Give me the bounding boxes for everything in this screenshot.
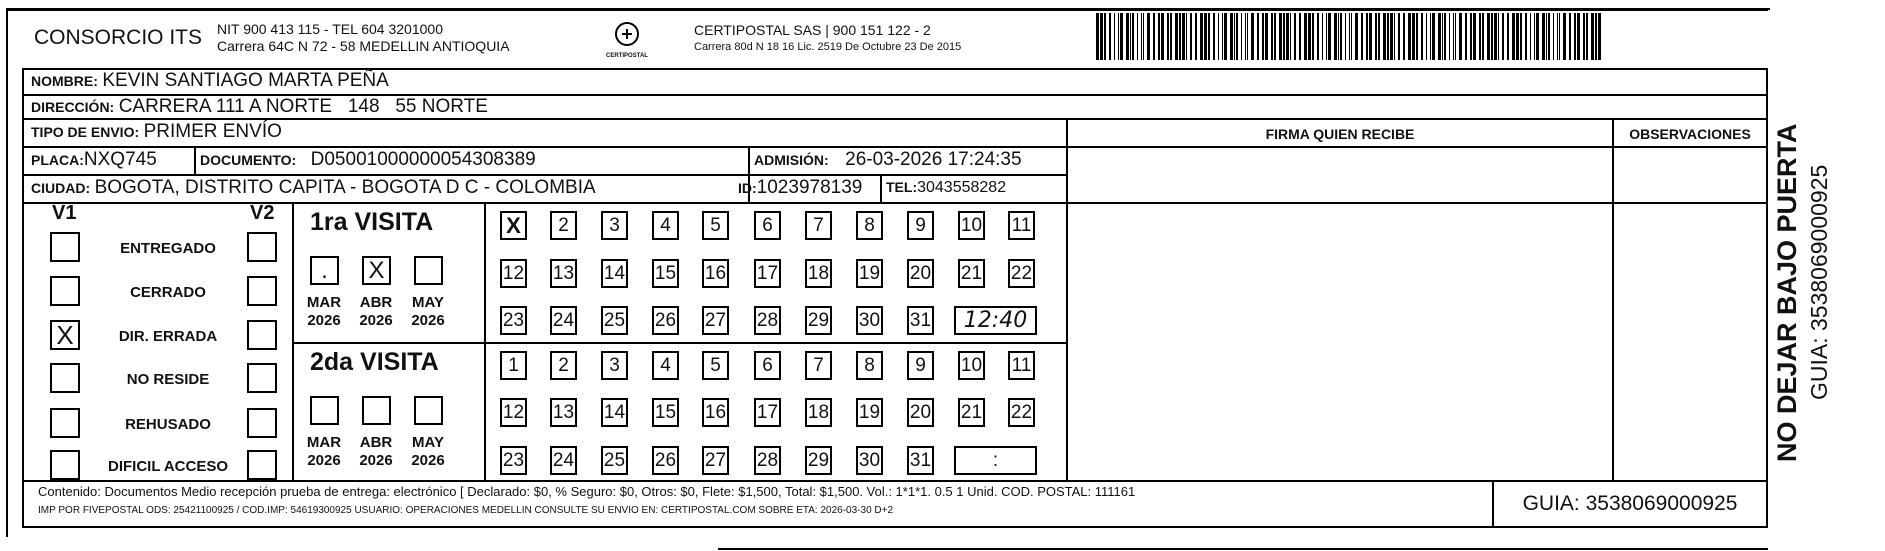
day-checkbox[interactable]: 14 <box>601 259 628 288</box>
status-option-label: NO RESIDE <box>126 371 210 388</box>
day-checkbox[interactable]: 17 <box>754 398 781 427</box>
month-checkbox[interactable] <box>310 396 339 425</box>
day-checkbox[interactable]: 22 <box>1008 398 1035 427</box>
day-checkbox[interactable]: 19 <box>856 259 883 288</box>
documento-label: DOCUMENTO: <box>200 152 297 168</box>
rule-right <box>1766 68 1768 528</box>
day-checkbox[interactable]: 3 <box>601 211 628 240</box>
rule <box>880 174 882 202</box>
rule-left <box>22 68 24 528</box>
tipo-value: PRIMER ENVÍO <box>143 121 282 142</box>
day-checkbox[interactable]: X <box>500 211 527 240</box>
day-checkbox[interactable]: 27 <box>702 306 729 335</box>
barcode-bars <box>1096 13 1606 60</box>
rule <box>1066 118 1068 480</box>
ciudad-row <box>31 177 596 199</box>
tel-row <box>886 179 1006 197</box>
day-checkbox[interactable]: 4 <box>652 351 679 380</box>
month-name: MAY <box>412 294 444 311</box>
carrier-license: Carrera 80d N 18 16 Lic. 2519 De Octubre 23 De 2015 <box>694 41 962 53</box>
time-field[interactable]: : <box>954 446 1037 475</box>
id-value: 1023978139 <box>756 177 863 198</box>
company-address: Carrera 64C N 72 - 58 MEDELLIN ANTIOQUIA <box>217 38 510 54</box>
day-checkbox[interactable]: 18 <box>805 398 832 427</box>
id-row <box>738 177 862 199</box>
day-checkbox[interactable]: 3 <box>601 351 628 380</box>
month-year: 2026 <box>411 312 445 329</box>
month-label <box>300 434 348 470</box>
month-checkbox[interactable]: . <box>310 256 339 285</box>
v1-checkbox[interactable] <box>50 232 80 262</box>
v1-label: V1 <box>52 202 77 224</box>
day-checkbox[interactable]: 17 <box>754 259 781 288</box>
month-name: MAR <box>306 434 342 451</box>
day-checkbox[interactable]: 4 <box>652 211 679 240</box>
company-name: CONSORCIO ITS <box>34 26 203 49</box>
v1-checkbox[interactable] <box>50 450 80 480</box>
day-checkbox[interactable]: 29 <box>805 446 832 475</box>
day-checkbox[interactable]: 12 <box>500 259 527 288</box>
v2-label: V2 <box>250 202 275 224</box>
month-label <box>300 294 348 330</box>
month-year: 2026 <box>411 452 445 469</box>
documento-row <box>200 149 536 171</box>
day-checkbox[interactable]: 21 <box>958 259 985 288</box>
time-field[interactable]: 12:40 <box>954 306 1037 335</box>
admision-label: ADMISIÓN: <box>754 152 829 168</box>
day-checkbox[interactable]: 24 <box>550 446 577 475</box>
side-guia: GUIA: 3538069000925 <box>1806 164 1832 400</box>
day-checkbox[interactable]: 6 <box>754 351 781 380</box>
month-checkbox[interactable] <box>414 396 443 425</box>
status-option-label: DIR. ERRADA <box>118 328 218 345</box>
rule <box>22 202 1768 204</box>
admision-value: 26-03-2026 17:24:35 <box>845 149 1022 170</box>
day-checkbox[interactable]: 12 <box>500 398 527 427</box>
status-option-label: DIFICIL ACCESO <box>107 458 228 475</box>
month-name: ABR <box>359 294 393 311</box>
rule <box>194 146 196 174</box>
id-label: ID: <box>738 180 757 196</box>
day-checkbox[interactable]: 13 <box>550 398 577 427</box>
day-checkbox[interactable]: 19 <box>856 398 883 427</box>
v2-checkbox[interactable] <box>247 276 277 306</box>
day-checkbox[interactable]: 13 <box>550 259 577 288</box>
logo-icon <box>613 20 641 48</box>
rule <box>292 342 1066 344</box>
month-year: 2026 <box>359 312 393 329</box>
month-label <box>404 434 452 470</box>
month-name: ABR <box>359 434 393 451</box>
bottom-trim-line <box>718 548 1768 550</box>
month-year: 2026 <box>307 452 341 469</box>
tipo-row <box>31 121 282 143</box>
carrier-info <box>694 22 961 56</box>
day-checkbox[interactable]: 15 <box>652 398 679 427</box>
footer-guia: GUIA: 3538069000925 <box>1522 492 1738 515</box>
direccion-value: CARRERA 111 A NORTE 148 55 NORTE <box>118 96 488 117</box>
day-checkbox[interactable]: 22 <box>1008 259 1035 288</box>
day-checkbox[interactable]: 20 <box>907 398 934 427</box>
no-dejar-bajo-puerta: NO DEJAR BAJO PUERTA <box>1772 123 1802 462</box>
documento-value: D05001000000054308389 <box>310 149 536 170</box>
tel-value: 3043558282 <box>917 179 1007 196</box>
month-label <box>352 294 400 330</box>
rule <box>22 146 1068 148</box>
day-checkbox[interactable]: 26 <box>652 306 679 335</box>
v2-checkbox[interactable] <box>247 363 277 393</box>
day-checkbox[interactable]: 6 <box>754 211 781 240</box>
top-border <box>6 8 1768 11</box>
day-checkbox[interactable]: 27 <box>702 446 729 475</box>
day-checkbox[interactable]: 2 <box>550 211 577 240</box>
v1-checkbox[interactable]: X <box>50 320 80 350</box>
day-checkbox[interactable]: 1 <box>500 351 527 380</box>
rule <box>1066 146 1768 148</box>
direccion-row <box>31 96 488 118</box>
day-checkbox[interactable]: 28 <box>754 306 781 335</box>
carrier-nit: CERTIPOSTAL SAS | 900 151 122 - 2 <box>694 22 931 38</box>
day-checkbox[interactable]: 2 <box>550 351 577 380</box>
nombre-value: KEVIN SANTIAGO MARTA PEÑA <box>102 70 389 91</box>
day-checkbox[interactable]: 5 <box>702 351 729 380</box>
month-year: 2026 <box>307 312 341 329</box>
rule <box>1612 118 1614 480</box>
direccion-label: DIRECCIÓN: <box>31 99 115 115</box>
rule <box>22 526 1768 528</box>
day-checkbox[interactable]: 9 <box>907 211 934 240</box>
tipo-label: TIPO DE ENVIO: <box>31 124 140 140</box>
rule <box>22 118 1768 120</box>
day-checkbox[interactable]: 15 <box>652 259 679 288</box>
day-checkbox[interactable]: 9 <box>907 351 934 380</box>
day-checkbox[interactable]: 10 <box>958 351 985 380</box>
day-checkbox[interactable]: 29 <box>805 306 832 335</box>
status-option-label: REHUSADO <box>125 416 211 433</box>
observaciones-header: OBSERVACIONES <box>1629 126 1751 142</box>
day-checkbox[interactable]: 11 <box>1008 351 1035 380</box>
month-checkbox[interactable] <box>362 396 391 425</box>
v2-checkbox[interactable] <box>247 232 277 262</box>
tel-label: TEL: <box>886 179 918 195</box>
day-checkbox[interactable]: 16 <box>702 398 729 427</box>
day-checkbox[interactable]: 20 <box>907 259 934 288</box>
day-checkbox[interactable]: 8 <box>856 211 883 240</box>
firma-header: FIRMA QUIEN RECIBE <box>1265 126 1415 142</box>
v1-checkbox[interactable] <box>50 408 80 438</box>
ciudad-label: CIUDAD: <box>31 180 91 196</box>
nombre-row <box>31 70 389 92</box>
day-checkbox[interactable]: 25 <box>601 446 628 475</box>
month-name: MAY <box>412 434 444 451</box>
day-checkbox[interactable]: 30 <box>856 446 883 475</box>
placa-row <box>31 149 157 171</box>
day-checkbox[interactable]: 26 <box>652 446 679 475</box>
v2-checkbox[interactable] <box>247 408 277 438</box>
day-checkbox[interactable]: 16 <box>702 259 729 288</box>
company-nit: NIT 900 413 115 - TEL 604 3201000 <box>217 21 443 37</box>
day-checkbox[interactable]: 8 <box>856 351 883 380</box>
rule <box>22 174 1068 176</box>
status-option-label: CERRADO <box>130 284 206 301</box>
day-checkbox[interactable]: 23 <box>500 306 527 335</box>
day-checkbox[interactable]: 31 <box>907 446 934 475</box>
placa-value: NXQ745 <box>83 149 157 170</box>
v2-checkbox[interactable] <box>247 450 277 480</box>
placa-label: PLACA: <box>31 152 84 168</box>
day-checkbox[interactable]: 7 <box>805 211 832 240</box>
v1-checkbox[interactable] <box>50 363 80 393</box>
day-checkbox[interactable]: 24 <box>550 306 577 335</box>
footer-imp: IMP POR FIVEPOSTAL ODS: 25421100925 / COD.IMP: 54619300925 USUARIO: OPERACIONES MEDELLIN CONSULTE SU ENVIO EN: CERTIPOSTAL.COM SOBRE ETA: 2026-03-30 D+2 <box>38 505 894 516</box>
day-checkbox[interactable]: 5 <box>702 211 729 240</box>
rule <box>292 202 294 480</box>
second-visit-title: 2da VISITA <box>310 348 439 376</box>
certipostal-logo <box>604 20 650 60</box>
logo-text: CERTIPOSTAL <box>606 53 648 59</box>
day-checkbox[interactable]: 11 <box>1008 211 1035 240</box>
admision-row <box>754 149 1022 171</box>
month-label <box>352 434 400 470</box>
month-name: MAR <box>306 294 342 311</box>
day-checkbox[interactable]: 31 <box>907 306 934 335</box>
day-checkbox[interactable]: 18 <box>805 259 832 288</box>
day-checkbox[interactable]: 7 <box>805 351 832 380</box>
month-year: 2026 <box>359 452 393 469</box>
day-checkbox[interactable]: 23 <box>500 446 527 475</box>
day-checkbox[interactable]: 28 <box>754 446 781 475</box>
v1-checkbox[interactable] <box>50 276 80 306</box>
nombre-label: NOMBRE: <box>31 73 98 89</box>
day-checkbox[interactable]: 10 <box>958 211 985 240</box>
company-info <box>217 21 510 55</box>
rule <box>484 202 486 480</box>
day-checkbox[interactable]: 25 <box>601 306 628 335</box>
day-checkbox[interactable]: 14 <box>601 398 628 427</box>
barcode <box>1096 13 1606 60</box>
month-label <box>404 294 452 330</box>
day-checkbox[interactable]: 30 <box>856 306 883 335</box>
month-checkbox[interactable] <box>414 256 443 285</box>
rule <box>22 480 1768 482</box>
month-checkbox[interactable]: X <box>362 256 391 285</box>
day-checkbox[interactable]: 21 <box>958 398 985 427</box>
status-option-label: ENTREGADO <box>120 240 216 257</box>
footer-contenido: Contenido: Documentos Medio recepción prueba de entrega: electrónico [ Declarado: $0, % Seguro: $0, Otros: $0, Flete: $1,500, Total: $1,500. Vol.: 1*1*1. 0.5 1 Unid. COD. POSTAL: 111161 <box>38 484 1136 499</box>
ciudad-value: BOGOTA, DISTRITO CAPITA - BOGOTA D C - COLOMBIA <box>94 177 596 198</box>
v2-checkbox[interactable] <box>247 320 277 350</box>
first-visit-title: 1ra VISITA <box>310 208 434 236</box>
